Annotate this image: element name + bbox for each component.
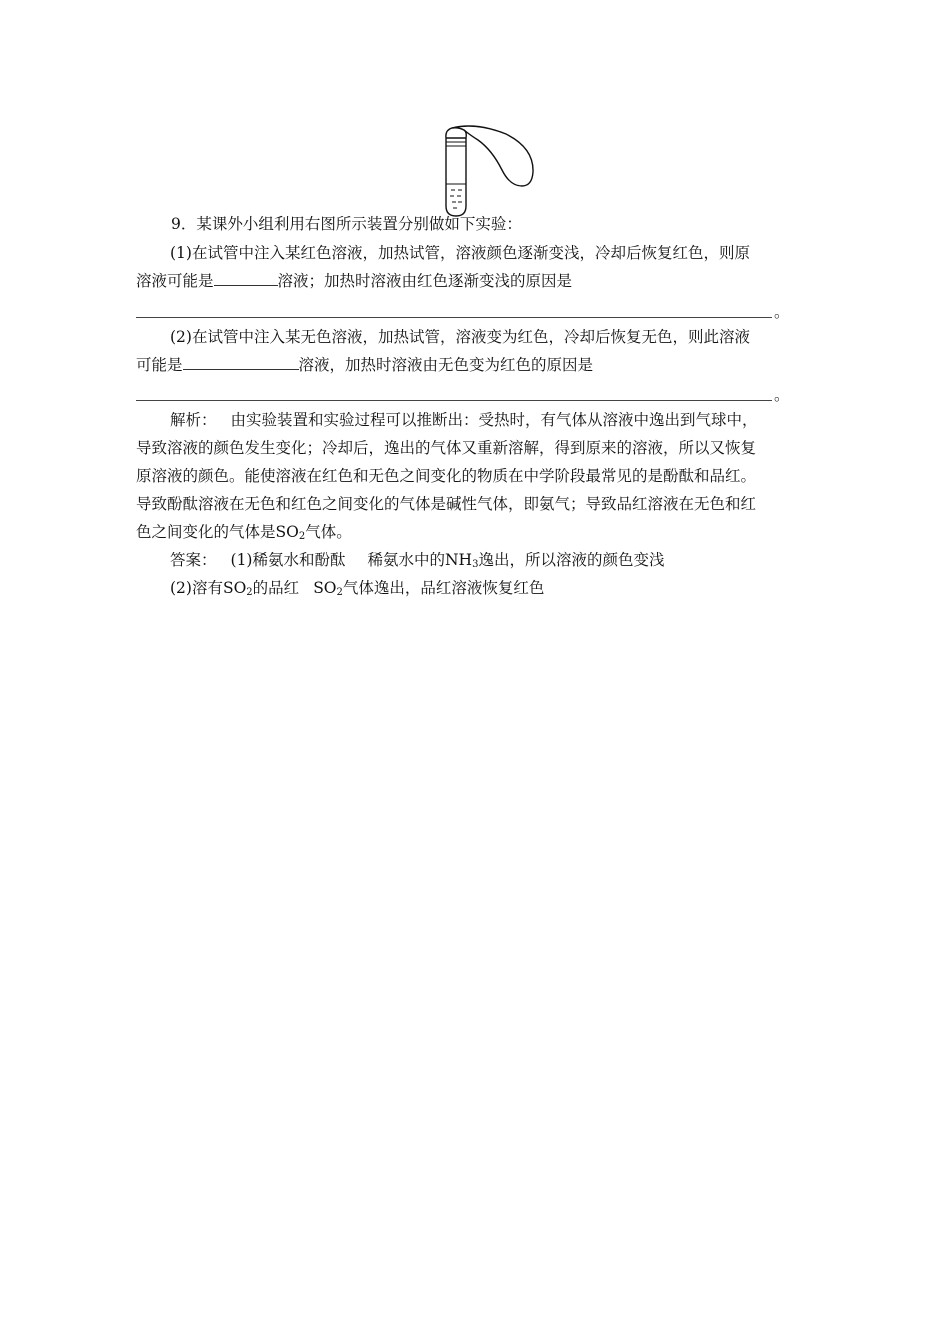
analysis-text-5b: 气体。 bbox=[305, 523, 352, 541]
analysis-line5 bbox=[136, 522, 816, 542]
answer-blank-line[interactable] bbox=[136, 317, 772, 318]
answer-2-part2a: SO bbox=[313, 579, 337, 597]
question-part2-text-b: 溶液，加热时溶液由无色变为红色的原因是 bbox=[298, 356, 594, 374]
answer-1-part2a: 稀氨水中的NH bbox=[367, 551, 473, 569]
question-part2-period: 。 bbox=[774, 386, 790, 404]
analysis-line4: 导致酚酞溶液在无色和红色之间变化的气体是碱性气体，即氨气；导致品红溶液在无色和红 bbox=[136, 495, 757, 513]
question-part2-line1: (2)在试管中注入某无色溶液，加热试管，溶液变为红色，冷却后恢复无色，则此溶液 bbox=[170, 328, 750, 346]
question-part1-line2 bbox=[136, 271, 816, 291]
answer-label: 答案： bbox=[170, 551, 217, 569]
answer-2-part2b: 气体逸出，品红溶液恢复红色 bbox=[342, 579, 545, 597]
analysis-label: 解析： bbox=[170, 411, 217, 429]
subscript: 3 bbox=[472, 559, 479, 570]
question-part2-line2 bbox=[136, 355, 816, 375]
analysis-text-1: 由实验装置和实验过程可以推断出：受热时，有气体从溶液中逸出到气球中， bbox=[230, 411, 758, 429]
answer-blank[interactable] bbox=[214, 271, 278, 286]
subscript: 2 bbox=[336, 587, 343, 598]
answer-line2 bbox=[170, 578, 816, 598]
question-part2-text-a: 可能是 bbox=[136, 356, 183, 374]
question-number-line: 9．某课外小组利用右图所示装置分别做如下实验： bbox=[171, 215, 522, 233]
question-part1-text-b: 溶液；加热时溶液由红色逐渐变浅的原因是 bbox=[277, 272, 573, 290]
question-part1-line1: (1)在试管中注入某红色溶液，加热试管，溶液颜色逐渐变浅，冷却后恢复红色，则原 bbox=[170, 244, 750, 262]
answer-line1 bbox=[170, 550, 816, 570]
subscript: 2 bbox=[246, 587, 253, 598]
analysis-text-5a: 色之间变化的气体是SO bbox=[136, 523, 299, 541]
answer-2-part1a: (2)溶有SO bbox=[170, 579, 247, 597]
answer-1-part2b: 逸出，所以溶液的颜色变浅 bbox=[478, 551, 665, 569]
analysis-line1 bbox=[170, 410, 816, 430]
answer-1-part1: (1)稀氨水和酚酞 bbox=[230, 551, 346, 569]
question-part1-period: 。 bbox=[774, 303, 790, 321]
analysis-line3: 原溶液的颜色。能使溶液在红色和无色之间变化的物质在中学阶段最常见的是酚酞和品红。 bbox=[136, 467, 757, 485]
answer-blank[interactable] bbox=[183, 355, 299, 370]
question-part1-text-a: 溶液可能是 bbox=[136, 272, 214, 290]
answer-blank-line[interactable] bbox=[136, 400, 772, 401]
answer-2-part1b: 的品红 bbox=[252, 579, 300, 597]
analysis-line2: 导致溶液的颜色发生变化；冷却后，逸出的气体又重新溶解，得到原来的溶液，所以又恢复 bbox=[136, 439, 757, 457]
test-tube-with-balloon-icon bbox=[436, 120, 546, 220]
subscript: 2 bbox=[298, 531, 306, 542]
